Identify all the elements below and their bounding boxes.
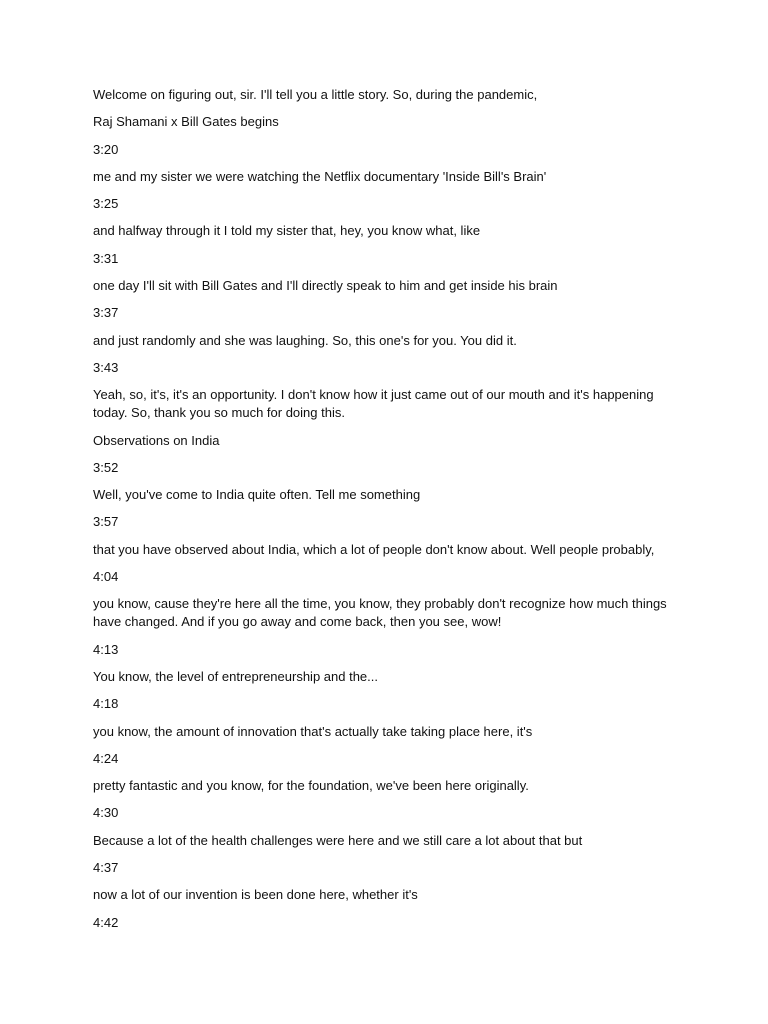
timestamp: 4:42 — [93, 914, 119, 930]
timestamp: 4:18 — [93, 696, 119, 712]
chapter-heading: Observations on India — [93, 432, 220, 448]
transcript-line: now a lot of our invention is been done here, whether it's — [93, 887, 418, 903]
timestamp: 4:37 — [93, 860, 119, 876]
transcript-line: you know, the amount of innovation that's actually take taking place here, it's — [93, 723, 533, 739]
transcript-line: Yeah, so, it's, it's an opportunity. I don't know how it just came out of our mouth and it's happening today. So, thank you so much for doing this. — [93, 387, 654, 421]
transcript-line: Well, you've come to India quite often. Tell me something — [93, 487, 421, 503]
transcript-line: Because a lot of the health challenges were here and we still care a lot about that but — [93, 832, 583, 848]
transcript-line: Welcome on figuring out, sir. I'll tell you a little story. So, during the pandemic, — [93, 87, 538, 102]
transcript-body — [93, 86, 683, 941]
timestamp: 4:24 — [93, 750, 119, 766]
transcript-line: and halfway through it I told my sister that, hey, you know what, like — [93, 223, 481, 239]
timestamp: 3:20 — [93, 141, 119, 157]
timestamp: 4:04 — [93, 569, 119, 585]
timestamp: 4:13 — [93, 641, 119, 657]
timestamp: 3:25 — [93, 196, 119, 212]
transcript-line: You know, the level of entrepreneurship and the... — [93, 668, 378, 684]
timestamp: 3:31 — [93, 250, 119, 266]
timestamp: 3:52 — [93, 459, 119, 475]
timestamp: 3:37 — [93, 305, 119, 321]
chapter-heading: Raj Shamani x Bill Gates begins — [93, 114, 279, 130]
timestamp: 3:57 — [93, 514, 119, 530]
timestamp: 4:30 — [93, 805, 119, 821]
transcript-line: that you have observed about India, which a lot of people don't know about. Well people probably, — [93, 541, 655, 557]
transcript-line: and just randomly and she was laughing. So, this one's for you. You did it. — [93, 332, 517, 348]
transcript-line: you know, cause they're here all the time, you know, they probably don't recognize how much things have changed. And if you go away and come back, then you see, wow! — [93, 596, 667, 630]
transcript-line: me and my sister we were watching the Netflix documentary 'Inside Bill's Brain' — [93, 168, 547, 184]
transcript-line: pretty fantastic and you know, for the foundation, we've been here originally. — [93, 778, 529, 794]
timestamp: 3:43 — [93, 359, 119, 375]
transcript-line: one day I'll sit with Bill Gates and I'll directly speak to him and get inside his brain — [93, 278, 558, 294]
